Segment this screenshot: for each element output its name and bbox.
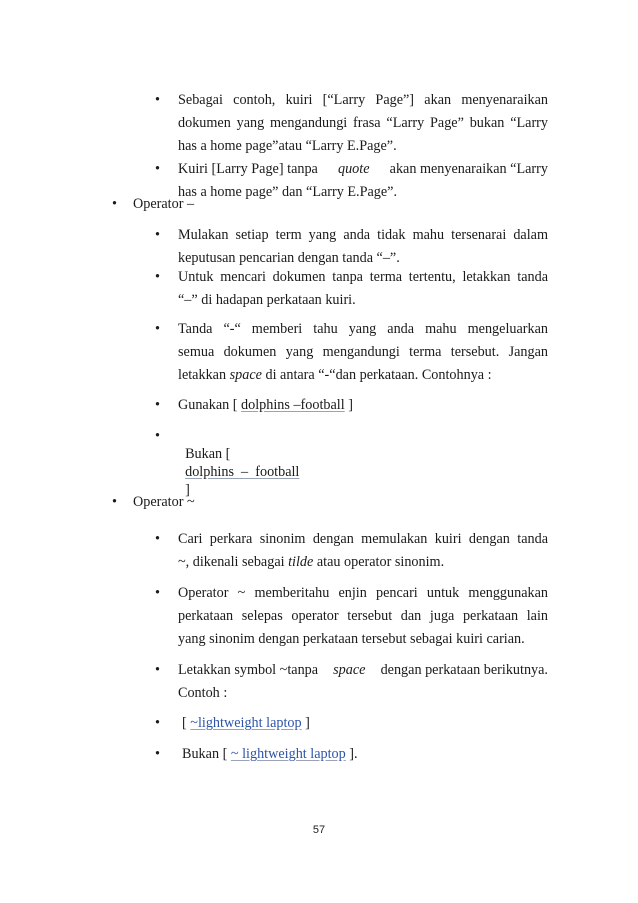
section-heading: Operator ~ bbox=[133, 494, 195, 510]
text-line bbox=[182, 714, 310, 732]
text-line: Contoh : bbox=[178, 685, 228, 701]
bullet-marker: • bbox=[155, 161, 160, 177]
text-segment: dengan perkataan berikutnya. bbox=[380, 662, 548, 678]
bullet-marker: • bbox=[155, 321, 160, 337]
text-line: Operator ~ memberitahu enjin pencari untuk menggunakan bbox=[178, 585, 548, 601]
text-line bbox=[178, 366, 548, 384]
bullet-marker: • bbox=[155, 715, 160, 731]
italic-term: quote bbox=[337, 161, 370, 177]
bullet-marker: • bbox=[155, 746, 160, 762]
text-line: Cari perkara sinonim dengan memulakan kuiri dengan tanda bbox=[178, 531, 548, 547]
text-line: “–” di hadapan perkataan kuiri. bbox=[178, 292, 356, 308]
text-line: Mulakan setiap term yang anda tidak mahu tersenarai dalam bbox=[178, 227, 548, 243]
text-line: dokumen yang mengandungi frasa “Larry Page” bukan “Larry bbox=[178, 115, 548, 131]
italic-term: space bbox=[333, 662, 366, 678]
example-query-link[interactable]: dolphins – football bbox=[185, 464, 300, 480]
example-query-link[interactable]: ~ lightweight laptop bbox=[230, 746, 346, 762]
text-segment: atau operator sinonim. bbox=[316, 554, 445, 570]
text-segment: ] bbox=[185, 482, 190, 498]
text-line: Tanda “-“ memberi tahu yang anda mahu mengeluarkan bbox=[178, 321, 548, 337]
bullet-marker: • bbox=[155, 428, 160, 444]
section-heading: Operator – bbox=[133, 196, 195, 212]
text-line: Untuk mencari dokumen tanpa terma tertentu, letakkan tanda bbox=[178, 269, 548, 285]
text-line: perkataan selepas operator tersebut dan juga perkataan lain bbox=[178, 608, 548, 624]
bullet-marker: • bbox=[155, 92, 160, 108]
text-line bbox=[178, 427, 548, 499]
text-line bbox=[178, 160, 548, 178]
bullet-marker: • bbox=[112, 196, 117, 212]
text-line: Sebagai contoh, kuiri [“Larry Page”] akan menyenaraikan bbox=[178, 92, 548, 108]
text-segment: Kuiri [Larry Page] tanpa bbox=[178, 161, 318, 177]
text-segment: ]. bbox=[349, 746, 358, 762]
text-line: has a home page”atau “Larry E.Page”. bbox=[178, 138, 397, 154]
text-line: yang sinonim dengan perkataan tersebut sebagai kuiri carian. bbox=[178, 631, 525, 647]
text-line bbox=[178, 553, 548, 571]
bullet-marker: • bbox=[155, 397, 160, 413]
text-segment: akan menyenaraikan “Larry bbox=[389, 161, 548, 177]
text-segment: letakkan bbox=[178, 367, 227, 383]
example-query-link[interactable]: dolphins –football bbox=[241, 397, 345, 413]
italic-term: tilde bbox=[288, 554, 314, 570]
text-segment: ~, dikenali sebagai bbox=[178, 554, 285, 570]
bullet-marker: • bbox=[155, 269, 160, 285]
page-number: 57 bbox=[312, 824, 326, 836]
text-line: keputusan pencarian dengan tanda “–”. bbox=[178, 250, 400, 266]
text-segment: Gunakan [ bbox=[178, 397, 238, 413]
text-line: semua dokumen yang mengandungi terma tersebut. Jangan bbox=[178, 344, 548, 360]
example-query-link[interactable]: ~lightweight laptop bbox=[190, 715, 302, 731]
text-line bbox=[178, 661, 548, 679]
bullet-marker: • bbox=[112, 494, 117, 510]
text-segment: Letakkan symbol ~tanpa bbox=[178, 662, 319, 678]
text-segment: ] bbox=[305, 715, 310, 731]
bullet-marker: • bbox=[155, 662, 160, 678]
text-segment: [ bbox=[182, 715, 187, 731]
text-line bbox=[178, 396, 548, 414]
text-segment: Bukan [ bbox=[185, 446, 231, 462]
bullet-marker: • bbox=[155, 531, 160, 547]
bullet-marker: • bbox=[155, 227, 160, 243]
italic-term: space bbox=[229, 367, 262, 383]
text-line: has a home page” dan “Larry E.Page”. bbox=[178, 184, 398, 200]
bullet-marker: • bbox=[155, 585, 160, 601]
text-segment: di antara “-“dan perkataan. Contohnya : bbox=[265, 367, 492, 383]
text-segment: ] bbox=[348, 397, 353, 413]
text-segment: Bukan [ bbox=[182, 746, 228, 762]
text-line bbox=[182, 745, 358, 763]
